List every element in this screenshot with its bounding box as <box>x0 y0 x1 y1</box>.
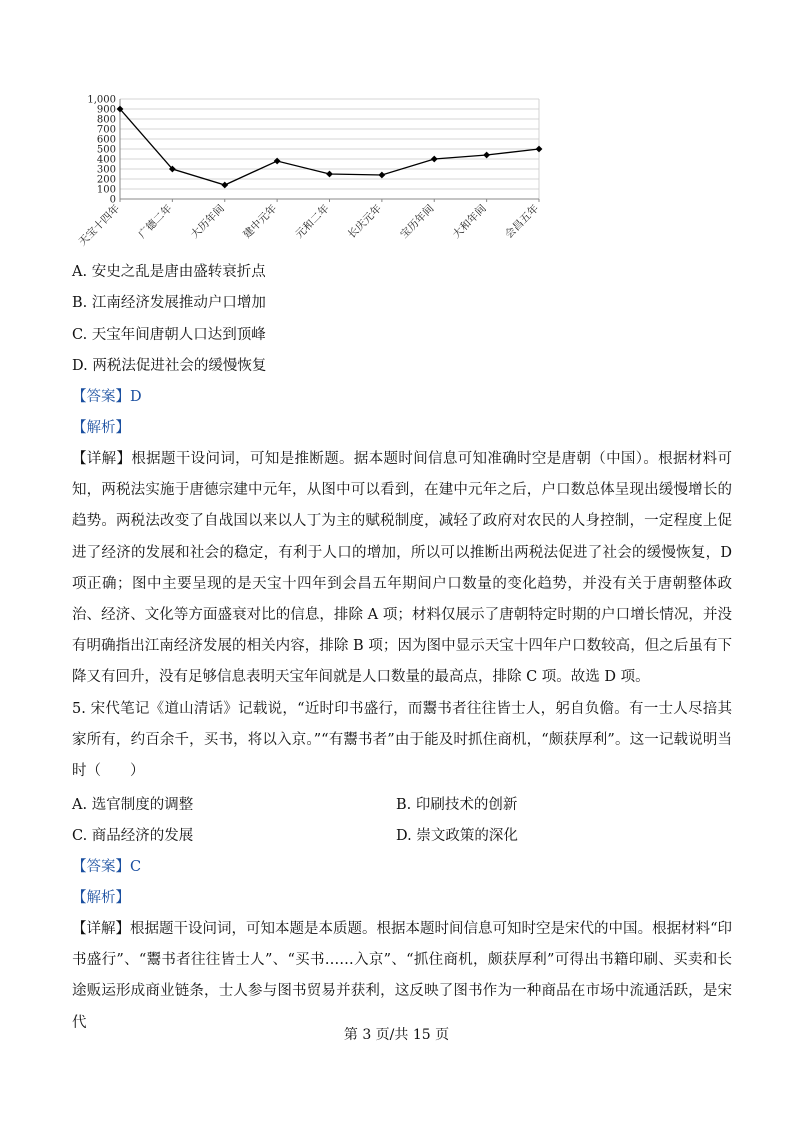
y-tick-label: 500 <box>96 144 116 156</box>
y-tick-label: 1,000 <box>87 94 116 106</box>
y-tick-label: 300 <box>96 164 116 176</box>
y-tick-label: 400 <box>96 154 116 166</box>
y-tick-label: 0 <box>109 194 116 206</box>
x-tick-label: 大历年间 <box>188 202 227 241</box>
q4-analysis-heading: 【解析】 <box>72 420 130 436</box>
x-tick-label: 元和二年 <box>293 202 332 241</box>
q4-detail: 【详解】根据题干设问词，可知是推断题。据本题时间信息可知准确时空是唐朝（中国）。根据材料可知，两税法实施于唐德宗建中元年，从图中可以看到，在建中元年之后，户口数总体呈现出缓慢增长的趋势。两税法改变了自战国以来以人丁为主的赋税制度，减轻了政府对农民的人身控制，一定程度上促进了经济的发展和社会的稳定，有利于人口的增加，所以可以推断出两税法促进了社会的缓慢恢复，D 项正确；图中主要呈现的是天宝十四年到会昌五年期间户口数量的变化趋势，并没有关于唐朝整体政治、经济、文化等方面盛衰对比的信息，排除 A 项；材料仅展示了唐朝特定时期的户口增长情况，并没有明确指出江南经济发展的相关内容，排除 B 项；因为图中显示天宝十四年户口数较高，但之后虽有下降又有回升，没有足够信息表明天宝年间就是人口数量的最高点，排除 C 项。故选 D 项。 <box>72 451 732 686</box>
q5-option-a[interactable]: A. 选官制度的调整 <box>72 797 194 813</box>
q5-stem: 5. 宋代笔记《道山清话》记载说，“近时印书盛行，而鬻书者往往皆士人，躬自负儋。有一士人尽掊其家所有，约百余千，买书，将以入京。”“有鬻书者”由于能及时抓住商机，“颇获厚利”。这一记载说明当时（ ） <box>72 701 732 780</box>
y-tick-labels <box>87 95 116 206</box>
y-tick-label: 200 <box>96 174 116 186</box>
x-tick-labels <box>76 202 542 249</box>
data-point-marker <box>536 146 543 153</box>
q4-option-c[interactable]: C. 天宝年间唐朝人口达到顶峰 <box>72 327 266 343</box>
data-point-marker <box>326 171 333 178</box>
x-tick-label: 宝历年间 <box>398 202 437 241</box>
x-tick-label: 会昌五年 <box>502 202 542 241</box>
y-tick-label: 600 <box>96 134 116 146</box>
data-point-marker <box>483 152 490 159</box>
q5-option-b[interactable]: B. 印刷技术的创新 <box>396 797 518 813</box>
x-tick-label: 大和年间 <box>450 202 489 241</box>
y-tick-label: 800 <box>96 114 116 126</box>
q5-option-d[interactable]: D. 崇文政策的深化 <box>396 828 518 844</box>
q4-answer: 【答案】D <box>72 389 142 405</box>
population-line-chart <box>70 88 550 258</box>
data-point-marker <box>221 182 228 189</box>
chart-series <box>117 106 543 189</box>
chart-axes <box>120 99 539 202</box>
x-tick-label: 长庆元年 <box>345 202 384 241</box>
x-tick-label: 建中元年 <box>241 202 280 241</box>
chart-grid <box>120 99 539 199</box>
q5-analysis-heading: 【解析】 <box>72 890 130 906</box>
x-tick-label: 广德二年 <box>136 202 175 241</box>
x-tick-label: 天宝十四年 <box>76 202 123 249</box>
q5-detail: 【详解】根据题干设问词，可知本题是本质题。根据本题时间信息可知时空是宋代的中国。根据材料“印书盛行”、“鬻书者往往皆士人”、“买书……入京”、“抓住商机，颇获厚利”可得出书籍印刷、买卖和长途贩运形成商业链条，士人参与图书贸易并获利，这反映了图书作为一种商品在市场中流通活跃，是宋代 <box>72 921 732 1031</box>
q5-answer: 【答案】C <box>72 859 142 875</box>
page-footer: 第 3 页/共 15 页 <box>343 1027 450 1043</box>
data-point-marker <box>431 156 438 163</box>
y-tick-label: 700 <box>96 124 116 136</box>
q4-option-b[interactable]: B. 江南经济发展推动户口增加 <box>72 295 266 311</box>
y-tick-label: 900 <box>96 104 116 116</box>
q5-option-c[interactable]: C. 商品经济的发展 <box>72 828 194 844</box>
q4-option-d[interactable]: D. 两税法促进社会的缓慢恢复 <box>72 358 267 374</box>
y-tick-label: 100 <box>96 184 116 196</box>
data-point-marker <box>378 172 385 179</box>
q4-option-a[interactable]: A. 安史之乱是唐由盛转衰折点 <box>72 264 266 280</box>
